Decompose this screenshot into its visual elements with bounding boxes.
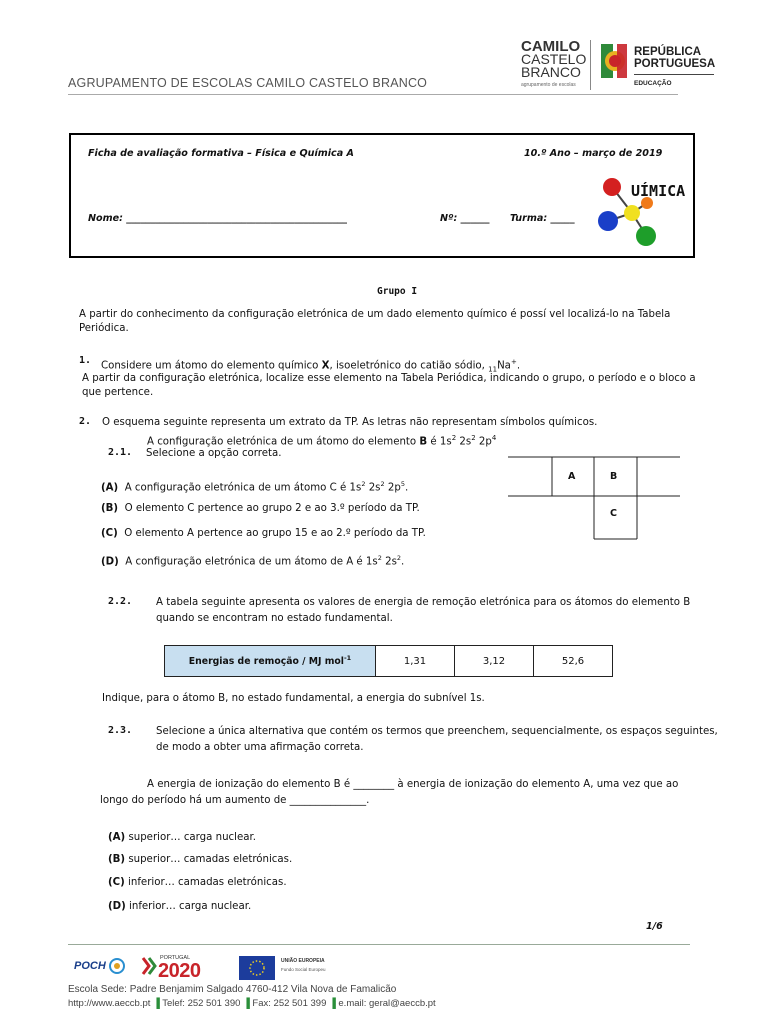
q2-text-c: é 1s xyxy=(427,436,452,448)
sheet-title: Ficha de avaliação formativa – Física e Química A xyxy=(88,148,354,159)
q23-option-d-text: inferior… carga nuclear. xyxy=(129,901,252,912)
q21-option-d-mid1: 2s xyxy=(381,556,397,568)
q22-number: 2.2. xyxy=(108,596,133,607)
footer-fax: Fax: 252 501 399 xyxy=(252,998,327,1009)
portugal-emblem-icon xyxy=(141,956,157,976)
q21-option-a-sup1: 2 xyxy=(361,480,366,488)
page-number: 1/6 xyxy=(646,921,663,932)
q2-exp-1: 2 xyxy=(451,434,457,442)
name-field[interactable]: Nome: ______________________________________________ xyxy=(88,213,347,224)
energy-value-3: 52,6 xyxy=(534,646,613,677)
footer-address: Escola Sede: Padre Benjamim Salgado 4760-412 Vila Nova de Famalicão xyxy=(68,984,397,995)
q2-line-1: O esquema seguinte representa um extrato da TP. As letras não representam símbolos químicos. xyxy=(102,417,598,428)
footer-sep-1: ▐ xyxy=(153,998,160,1009)
q23-option-d-label: (D) xyxy=(108,901,126,912)
q21-option-b-label: (B) xyxy=(101,503,119,514)
q21-option-c[interactable] xyxy=(101,527,426,541)
energy-header-cell xyxy=(165,646,376,677)
footer-tel: Telef: 252 501 390 xyxy=(162,998,241,1009)
q2-number: 2. xyxy=(79,416,92,427)
portugal-2020: 2020 xyxy=(158,960,201,982)
q23-line-1: Selecione a única alternativa que contém os termos que preenchem, sequencialmente, os espaços seguintes, xyxy=(156,726,718,737)
grid-letter-b: B xyxy=(610,471,618,482)
footer-sep-2: ▐ xyxy=(243,998,250,1009)
footer-web[interactable]: http://www.aeccb.pt xyxy=(68,998,151,1009)
republic-rule xyxy=(634,74,714,75)
eu-flag-icon xyxy=(239,956,275,980)
q1-sodium: Na xyxy=(497,360,511,372)
periodic-table-extract xyxy=(508,455,680,541)
footer-rule xyxy=(68,944,690,945)
energy-header: Energias de remoção / MJ mol xyxy=(188,656,344,668)
q21-option-a-mid1: 2s xyxy=(365,482,381,494)
republic-line-2: PORTUGUESA xyxy=(634,58,716,70)
q21-option-d-end: . xyxy=(401,556,405,568)
q23-option-b-label: (B) xyxy=(108,854,126,865)
q21-number: 2.1. xyxy=(108,447,133,458)
poch-swirl-icon xyxy=(108,957,126,975)
energy-value-1: 1,31 xyxy=(376,646,455,677)
footer-contacts xyxy=(68,998,436,1009)
q21-option-a-sup3: 5 xyxy=(400,480,405,488)
q23-option-c[interactable] xyxy=(108,876,287,890)
republic-line-1: REPÚBLICA xyxy=(634,46,702,58)
q23-option-c-label: (C) xyxy=(108,877,125,888)
q23-statement-2: longo do período há um aumento de _______________. xyxy=(100,795,370,806)
q23-option-c-text: inferior… camadas eletrónicas. xyxy=(128,877,287,888)
q23-statement-1: A energia de ionização do elemento B é ________ à energia de ionização do elemento A, uma vez que ao xyxy=(147,779,679,790)
q1-number: 1. xyxy=(79,355,92,366)
q23-option-b[interactable] xyxy=(108,853,292,867)
q21-option-d-sup1: 2 xyxy=(377,554,382,562)
q1-line-2: A partir da configuração eletrónica, localize esse elemento na Tabela Periódica, indicando o grupo, o período e o bloco a xyxy=(82,373,696,384)
q2-exp-2: 2 xyxy=(471,434,476,442)
logo-separator xyxy=(590,40,591,90)
footer-sep-3: ▐ xyxy=(329,998,336,1009)
atom-blue xyxy=(598,211,618,231)
atom-red xyxy=(603,178,621,196)
class-field[interactable]: Turma: _____ xyxy=(510,213,575,224)
q21-option-a-text: A configuração eletrónica de um átomo C é 1s xyxy=(124,482,362,494)
atom-yellow xyxy=(624,205,640,221)
q23-option-a-text: superior… carga nuclear. xyxy=(128,832,256,843)
camilo-logo xyxy=(521,40,586,92)
q21-option-d-sup2: 2 xyxy=(396,554,402,562)
republic-name xyxy=(634,46,715,70)
q23-option-a[interactable] xyxy=(108,831,256,845)
intro-line-1: A partir do conhecimento da configuração eletrónica de um dado elemento químico é possí vel localizá-lo na Tabela xyxy=(79,309,671,320)
poch-logo: POCH xyxy=(74,960,106,972)
logo-subtitle: agrupamento de escolas xyxy=(521,82,576,88)
eu-label: UNIÃO EUROPEIA xyxy=(281,958,325,964)
q21-option-d[interactable] xyxy=(101,551,404,569)
q21-option-a[interactable] xyxy=(101,477,408,495)
ministry-name: EDUCAÇÃO xyxy=(634,80,672,87)
q22-line-2: quando se encontram no estado fundamental. xyxy=(156,613,393,624)
q21-text: Selecione a opção correta. xyxy=(146,448,282,459)
group-title: Grupo I xyxy=(377,286,418,297)
q21-option-d-text: A configuração eletrónica de um átomo de A é 1s xyxy=(125,556,378,568)
portugal-label: PORTUGAL xyxy=(160,955,191,961)
q22-ask: Indique, para o átomo B, no estado fundamental, a energia do subnível 1s. xyxy=(102,693,485,704)
q2-text-a: A configuração eletrónica de um átomo do elemento xyxy=(147,436,420,448)
group-intro xyxy=(79,308,699,336)
q21-option-c-text: O elemento A pertence ao grupo 15 e ao 2.º período da TP. xyxy=(124,528,426,539)
energy-value-2: 3,12 xyxy=(455,646,534,677)
q22-line-1: A tabela seguinte apresenta os valores de energia de remoção eletrónica para os átomos do elemento B xyxy=(156,597,691,608)
q2-element-b: B xyxy=(419,436,428,448)
q21-option-c-label: (C) xyxy=(101,528,118,539)
republic-emblem xyxy=(601,44,631,78)
logo-line-2: CASTELO xyxy=(521,51,587,67)
logo-line-3: BRANCO xyxy=(521,64,581,80)
q23-number: 2.3. xyxy=(108,725,133,736)
energy-header-sup: -1 xyxy=(343,654,352,663)
school-name: AGRUPAMENTO DE ESCOLAS CAMILO CASTELO BRANCO xyxy=(68,76,428,90)
q21-option-b-text: O elemento C pertence ao grupo 2 e ao 3.º período da TP. xyxy=(124,503,420,514)
energy-table xyxy=(164,645,613,677)
footer-email[interactable]: e.mail: geral@aeccb.pt xyxy=(338,998,436,1009)
q21-option-a-mid2: 2p xyxy=(384,482,401,494)
q23-option-d[interactable] xyxy=(108,900,251,914)
q21-option-a-sup2: 2 xyxy=(380,480,385,488)
intro-line-2: Periódica. xyxy=(79,323,129,334)
header-rule xyxy=(68,94,678,95)
q21-option-b[interactable] xyxy=(101,502,420,516)
grid-letter-c: C xyxy=(610,508,617,519)
atom-green xyxy=(636,226,656,246)
q1-element-x: X xyxy=(321,360,330,372)
q21-option-a-label: (A) xyxy=(101,482,119,494)
q1-text-c: , isoeletrónico do catião sódio, xyxy=(329,360,489,372)
q23-option-a-label: (A) xyxy=(108,832,126,843)
q1-text-e: . xyxy=(516,360,521,372)
number-field[interactable]: Nº: ______ xyxy=(440,213,490,224)
q2-exp-3: 4 xyxy=(491,434,497,442)
sheet-year-date: 10.º Ano – março de 2019 xyxy=(524,148,663,159)
logo-line-1: CAMILO xyxy=(521,38,581,55)
q1-line-3: que pertence. xyxy=(82,387,154,398)
chemistry-logo-text: UÍMICA xyxy=(631,182,686,200)
q21-option-a-end: . xyxy=(404,482,409,494)
q1-subscript: 11 xyxy=(488,365,498,374)
q2-text-d: 2s xyxy=(456,436,472,448)
eu-fund-label: Fundo Social Europeu xyxy=(281,967,326,972)
grid-letter-a: A xyxy=(568,471,576,482)
q23-line-2: de modo a obter uma afirmação correta. xyxy=(156,742,364,753)
q2-text-e: 2p xyxy=(475,436,492,448)
q21-option-d-label: (D) xyxy=(101,556,119,568)
q23-option-b-text: superior… camadas eletrónicas. xyxy=(128,854,293,865)
q1-text-a: Considere um átomo do elemento químico xyxy=(101,360,322,372)
q1-superscript: + xyxy=(510,358,517,366)
